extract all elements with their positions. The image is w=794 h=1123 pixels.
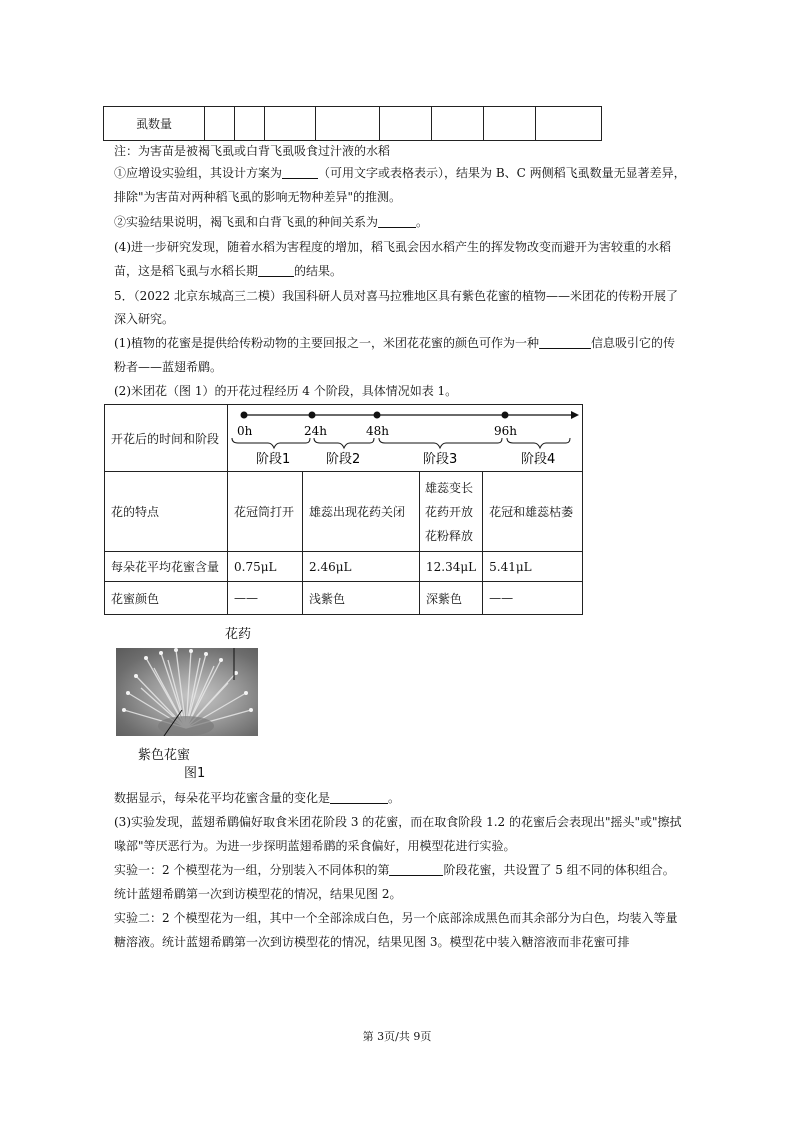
timeline-dot: [241, 412, 248, 419]
exp2-line1: 实验二：2 个模型花为一组，其中一个全部涂成白色，另一个底部涂成黑色而其余部分为白色，均装入等量: [114, 911, 678, 925]
page-footer: 第 3页/共 9页: [362, 1030, 432, 1043]
exp1-line1: 实验一：2 个模型花为一组，分别装入不同体积的第 阶段花蜜，共设置了 5 组不同的体积组合。: [114, 863, 675, 877]
feature-cell: 雄蕊出现花药关闭: [303, 472, 420, 552]
flower-photo: [116, 648, 258, 736]
brace-shape: [507, 438, 570, 448]
color-cell: ——: [483, 582, 583, 615]
row-label: 虱数量: [104, 107, 205, 141]
nectar-cell: 12.34μL: [420, 552, 483, 582]
feature-cell: 花冠和雄蕊枯萎: [483, 472, 583, 552]
timeline-dot: [502, 412, 509, 419]
timeline-dot: [374, 412, 381, 419]
flower-illustration: [116, 648, 258, 736]
stage-label: 阶段1: [256, 452, 291, 467]
answer-blank[interactable]: [378, 215, 416, 228]
nectar-cell: 2.46μL: [303, 552, 420, 582]
tick-label: 96h: [494, 424, 517, 438]
q1-line1: ①应增设实验组，其设计方案为 （可用文字或表格表示），结果为 B、C 两侧稻飞虱数量无显著差异，: [114, 166, 686, 180]
p5-q3-line2: 喙部"等厌恶行为。为进一步探明蓝翅希鹛的采食偏好，用模型花进行实验。: [114, 839, 516, 853]
problem5-line1: 5．（2022 北京东城高三二模）我国科研人员对喜马拉雅地区具有紫色花蜜的植物——米团花的传粉开展了: [114, 289, 678, 303]
row-label: 花的特点: [105, 472, 228, 552]
q1-line2: 排除"为害苗对两种稻飞虱的影响无物种差异"的推测。: [114, 190, 402, 204]
table-cell: [235, 107, 265, 141]
table-cell: [205, 107, 235, 141]
feature-cell: 花冠筒打开: [228, 472, 303, 552]
brace-shape: [379, 438, 502, 448]
table-cell: [536, 107, 602, 141]
timeline-cell: [228, 405, 583, 472]
q2-line: ②实验结果说明，褐飞虱和白背飞虱的种间关系为 。: [114, 215, 429, 229]
row-label: 每朵花平均花蜜含量: [105, 552, 228, 582]
table-cell: [432, 107, 484, 141]
table-cell: [484, 107, 536, 141]
timeline-dot: [309, 412, 316, 419]
feature-cell: 雄蕊变长花药开放花粉释放: [420, 472, 483, 552]
arrow-head-icon: [571, 411, 579, 419]
p5-q1-line1: (1)植物的花蜜是提供给传粉动物的主要回报之一，米团花花蜜的颜色可作为一种 信息吸引它的传: [114, 336, 676, 350]
row-label: 花蜜颜色: [105, 582, 228, 615]
figure-label-anther: 花药: [225, 627, 252, 642]
exp2-line2: 糖溶液。统计蓝翅希鹛第一次到访模型花的情况，结果见图 3。模型花中装入糖溶液而非花蜜可排: [114, 935, 630, 949]
figure-caption: 图1: [184, 766, 206, 781]
row-label: 开花后的时间和阶段: [105, 405, 228, 472]
note: 注：为害苗是被褐飞虱或白背飞虱吸食过汁液的水稻: [114, 144, 391, 158]
tick-label: 48h: [366, 424, 389, 438]
brace-shape: [314, 438, 374, 448]
answer-blank[interactable]: [330, 791, 388, 804]
table-cell: [380, 107, 432, 141]
p5-q2-line: (2)米团花（图 1）的开花过程经历 4 个阶段，具体情况如表 1。: [114, 384, 458, 398]
answer-blank[interactable]: [282, 166, 318, 179]
q4-line1: (4)进一步研究发现，随着水稻为害程度的增加，稻飞虱会因水稻产生的挥发物改变而避开为害较重的水稻: [114, 240, 672, 254]
brace-shape: [232, 438, 310, 448]
stage-label: 阶段3: [423, 452, 458, 467]
top-table: [103, 106, 602, 141]
tick-label: 0h: [237, 424, 253, 438]
stage-label: 阶段4: [521, 452, 556, 467]
color-cell: ——: [228, 582, 303, 615]
color-cell: 浅紫色: [303, 582, 420, 615]
color-cell: 深紫色: [420, 582, 483, 615]
table-1: [104, 404, 583, 615]
p5-q3-line1: (3)实验发现，蓝翅希鹛偏好取食米团花阶段 3 的花蜜，而在取食阶段 1.2 的花蜜后会表现出"摇头"或"擦拭: [114, 815, 682, 829]
exp1-line2: 统计蓝翅希鹛第一次到访模型花的情况，结果见图 2。: [114, 887, 402, 901]
table-cell: [316, 107, 380, 141]
stage-label: 阶段2: [326, 452, 361, 467]
answer-blank[interactable]: [389, 863, 443, 876]
timeline-diagram: [228, 405, 582, 471]
answer-blank[interactable]: [258, 264, 294, 277]
problem5-line2: 深入研究。: [114, 312, 175, 326]
nectar-cell: 0.75μL: [228, 552, 303, 582]
p5-q1-line2: 粉者——蓝翅希鹛。: [114, 360, 223, 374]
data-line: 数据显示，每朵花平均花蜜含量的变化是 。: [114, 791, 401, 805]
answer-blank[interactable]: [539, 336, 591, 349]
nectar-cell: 5.41μL: [483, 552, 583, 582]
table-cell: [265, 107, 316, 141]
figure-label-nectar: 紫色花蜜: [138, 748, 191, 763]
q4-line2: 苗，这是稻飞虱与水稻长期 的结果。: [114, 264, 343, 278]
tick-label: 24h: [304, 424, 327, 438]
